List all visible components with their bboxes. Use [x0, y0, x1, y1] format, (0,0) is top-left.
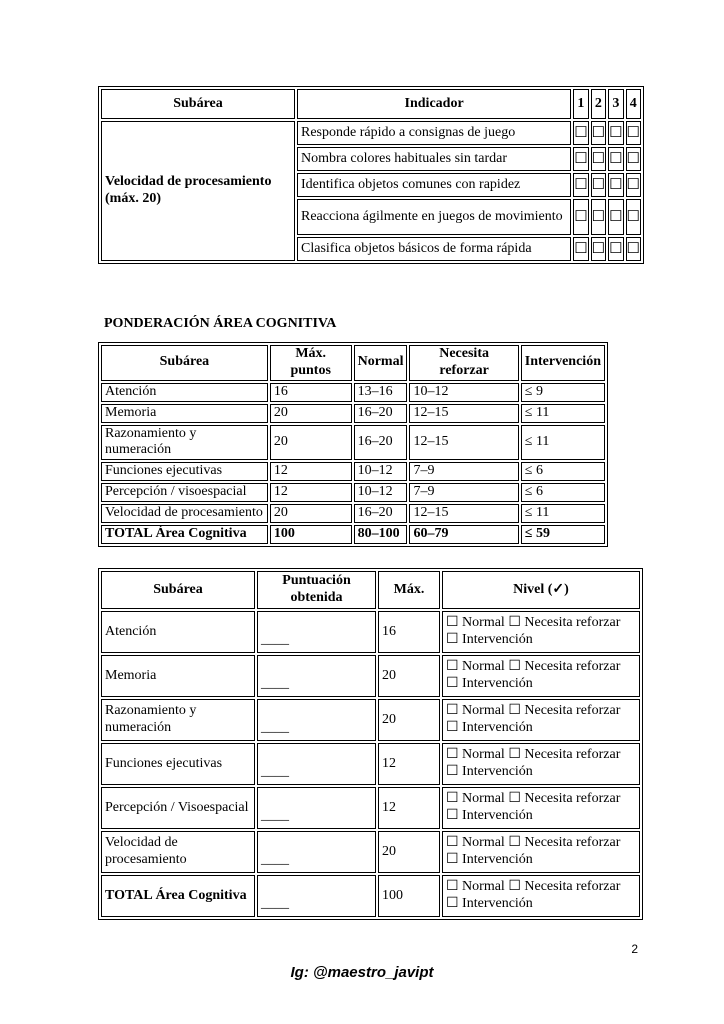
- cell-max: 20: [378, 699, 440, 741]
- checkbox-level-4[interactable]: ☐: [626, 147, 641, 171]
- level-line[interactable]: ☐ Intervención: [446, 764, 533, 779]
- cell-normal: 16–20: [354, 425, 408, 461]
- table-row: [101, 483, 605, 502]
- header-intervencion: Intervención: [521, 345, 605, 381]
- cell-max: 20: [378, 831, 440, 873]
- cell-reforzar: 12–15: [409, 404, 518, 423]
- cell-normal: 80–100: [354, 525, 408, 544]
- table-row: [101, 462, 605, 481]
- table-row: [101, 383, 605, 402]
- table-row: [101, 504, 605, 523]
- cell-intervencion: ≤ 11: [521, 504, 605, 523]
- header-puntuacion: Puntuación obtenida: [257, 571, 376, 609]
- table-header-row: [101, 345, 605, 381]
- level-options[interactable]: [442, 743, 640, 785]
- checkbox-level-2[interactable]: ☐: [591, 147, 606, 171]
- table-row: [101, 121, 641, 145]
- cell-subarea: Atención: [101, 383, 268, 402]
- level-line[interactable]: ☐ Intervención: [446, 676, 533, 691]
- cell-intervencion: ≤ 9: [521, 383, 605, 402]
- cell-max: 12: [270, 462, 352, 481]
- score-blank[interactable]: ____: [257, 787, 376, 829]
- cell-subarea: Percepción / Visoespacial: [101, 787, 255, 829]
- level-options[interactable]: [442, 875, 640, 917]
- level-line[interactable]: ☐ Normal ☐ Necesita reforzar: [446, 615, 621, 631]
- checkbox-level-3[interactable]: ☐: [608, 237, 623, 261]
- cell-intervencion: ≤ 11: [521, 404, 605, 423]
- checkbox-level-4[interactable]: ☐: [626, 173, 641, 197]
- cell-max: 16: [270, 383, 352, 402]
- table-row: [101, 425, 605, 461]
- cell-normal: 16–20: [354, 404, 408, 423]
- checkbox-level-1[interactable]: ☐: [573, 147, 588, 171]
- checkbox-level-2[interactable]: ☐: [591, 199, 606, 235]
- cell-subarea: TOTAL Área Cognitiva: [101, 875, 255, 917]
- cell-subarea: Percepción / visoespacial: [101, 483, 268, 502]
- indicator-cell: Reacciona ágilmente en juegos de movimiento: [297, 199, 571, 235]
- cell-reforzar: 10–12: [409, 383, 518, 402]
- level-options[interactable]: [442, 831, 640, 873]
- cell-intervencion: ≤ 11: [521, 425, 605, 461]
- checkbox-level-3[interactable]: ☐: [608, 147, 623, 171]
- checkbox-level-3[interactable]: ☐: [608, 121, 623, 145]
- cell-subarea: Razonamiento y numeración: [101, 699, 255, 741]
- header-level-3: 3: [608, 89, 623, 119]
- cell-subarea: Velocidad de procesamiento: [101, 504, 268, 523]
- checkbox-level-1[interactable]: ☐: [573, 121, 588, 145]
- level-line[interactable]: ☐ Intervención: [446, 852, 533, 867]
- level-line[interactable]: ☐ Normal ☐ Necesita reforzar: [446, 703, 621, 719]
- table-row: [101, 699, 640, 741]
- level-options[interactable]: [442, 699, 640, 741]
- table-row: [101, 831, 640, 873]
- header-level-1: 1: [573, 89, 588, 119]
- score-blank[interactable]: ____: [257, 831, 376, 873]
- footer-handle: Ig: @maestro_javipt: [290, 964, 434, 981]
- checkbox-level-3[interactable]: ☐: [608, 199, 623, 235]
- level-options[interactable]: [442, 787, 640, 829]
- header-level-2: 2: [591, 89, 606, 119]
- cell-subarea: Razonamiento y numeración: [101, 425, 268, 461]
- page-number: 2: [631, 942, 638, 956]
- cell-max: 20: [270, 425, 352, 461]
- checkbox-level-3[interactable]: ☐: [608, 173, 623, 197]
- cell-normal: 16–20: [354, 504, 408, 523]
- cell-reforzar: 12–15: [409, 425, 518, 461]
- checkbox-level-1[interactable]: ☐: [573, 199, 588, 235]
- level-line[interactable]: ☐ Normal ☐ Necesita reforzar: [446, 835, 621, 851]
- cell-max: 20: [270, 504, 352, 523]
- level-line[interactable]: ☐ Intervención: [446, 720, 533, 735]
- header-normal: Normal: [354, 345, 408, 381]
- level-line[interactable]: ☐ Normal ☐ Necesita reforzar: [446, 747, 621, 763]
- indicator-cell: Nombra colores habituales sin tardar: [297, 147, 571, 171]
- indicator-cell: Identifica objetos comunes con rapidez: [297, 173, 571, 197]
- cell-max: 100: [270, 525, 352, 544]
- header-indicador: Indicador: [297, 89, 571, 119]
- header-nivel: Nivel (✓): [442, 571, 640, 609]
- subarea-cell: Velocidad de procesamiento (máx. 20): [101, 121, 295, 261]
- level-line[interactable]: ☐ Intervención: [446, 808, 533, 823]
- score-blank[interactable]: ____: [257, 611, 376, 653]
- cell-reforzar: 12–15: [409, 504, 518, 523]
- table-header-row: [101, 89, 641, 119]
- cell-normal: 13–16: [354, 383, 408, 402]
- checkbox-level-4[interactable]: ☐: [626, 121, 641, 145]
- table-total-row: [101, 875, 640, 917]
- header-level-4: 4: [626, 89, 641, 119]
- level-line[interactable]: ☐ Normal ☐ Necesita reforzar: [446, 791, 621, 807]
- cell-subarea: Memoria: [101, 655, 255, 697]
- checkbox-level-1[interactable]: ☐: [573, 237, 588, 261]
- cell-max: 12: [270, 483, 352, 502]
- cell-max: 20: [378, 655, 440, 697]
- checkbox-level-1[interactable]: ☐: [573, 173, 588, 197]
- indicator-cell: Responde rápido a consignas de juego: [297, 121, 571, 145]
- ponderacion-table: [98, 342, 608, 547]
- cell-reforzar: 7–9: [409, 462, 518, 481]
- header-subarea: Subárea: [101, 89, 295, 119]
- header-max: Máx.: [378, 571, 440, 609]
- checkbox-level-4[interactable]: ☐: [626, 237, 641, 261]
- scores-table: [98, 568, 643, 920]
- cell-max: 100: [378, 875, 440, 917]
- table-row: [101, 743, 640, 785]
- level-line[interactable]: ☐ Normal ☐ Necesita reforzar: [446, 659, 621, 675]
- checkbox-level-2[interactable]: ☐: [591, 121, 606, 145]
- header-subarea: Subárea: [101, 571, 255, 609]
- header-necesita-reforzar: Necesita reforzar: [409, 345, 518, 381]
- cell-max: 12: [378, 787, 440, 829]
- cell-reforzar: 7–9: [409, 483, 518, 502]
- header-subarea: Subárea: [101, 345, 268, 381]
- cell-normal: 10–12: [354, 462, 408, 481]
- indicator-cell: Clasifica objetos básicos de forma rápida: [297, 237, 571, 261]
- header-max-puntos: Máx. puntos: [270, 345, 352, 381]
- indicators-table: [98, 86, 644, 264]
- table-row: [101, 404, 605, 423]
- checkbox-level-2[interactable]: ☐: [591, 173, 606, 197]
- score-blank[interactable]: ____: [257, 743, 376, 785]
- table-row: [101, 611, 640, 653]
- cell-intervencion: ≤ 59: [521, 525, 605, 544]
- cell-subarea: Funciones ejecutivas: [101, 743, 255, 785]
- cell-subarea: TOTAL Área Cognitiva: [101, 525, 268, 544]
- cell-max: 16: [378, 611, 440, 653]
- checkbox-level-2[interactable]: ☐: [591, 237, 606, 261]
- cell-subarea: Funciones ejecutivas: [101, 462, 268, 481]
- cell-intervencion: ≤ 6: [521, 483, 605, 502]
- score-blank[interactable]: ____: [257, 655, 376, 697]
- level-line[interactable]: ☐ Intervención: [446, 896, 533, 911]
- cell-reforzar: 60–79: [409, 525, 518, 544]
- cell-max: 12: [378, 743, 440, 785]
- cell-subarea: Atención: [101, 611, 255, 653]
- cell-max: 20: [270, 404, 352, 423]
- cell-subarea: Memoria: [101, 404, 268, 423]
- table-row: [101, 655, 640, 697]
- checkbox-level-4[interactable]: ☐: [626, 199, 641, 235]
- cell-normal: 10–12: [354, 483, 408, 502]
- section-heading: PONDERACIÓN ÁREA COGNITIVA: [104, 316, 337, 331]
- table-header-row: [101, 571, 640, 609]
- level-line[interactable]: ☐ Normal ☐ Necesita reforzar: [446, 879, 621, 895]
- score-blank[interactable]: ____: [257, 699, 376, 741]
- table-row: [101, 787, 640, 829]
- table-total-row: [101, 525, 605, 544]
- score-blank[interactable]: ____: [257, 875, 376, 917]
- cell-subarea: Velocidad de procesamiento: [101, 831, 255, 873]
- level-options[interactable]: [442, 655, 640, 697]
- cell-intervencion: ≤ 6: [521, 462, 605, 481]
- level-options[interactable]: [442, 611, 640, 653]
- level-line[interactable]: ☐ Intervención: [446, 632, 533, 647]
